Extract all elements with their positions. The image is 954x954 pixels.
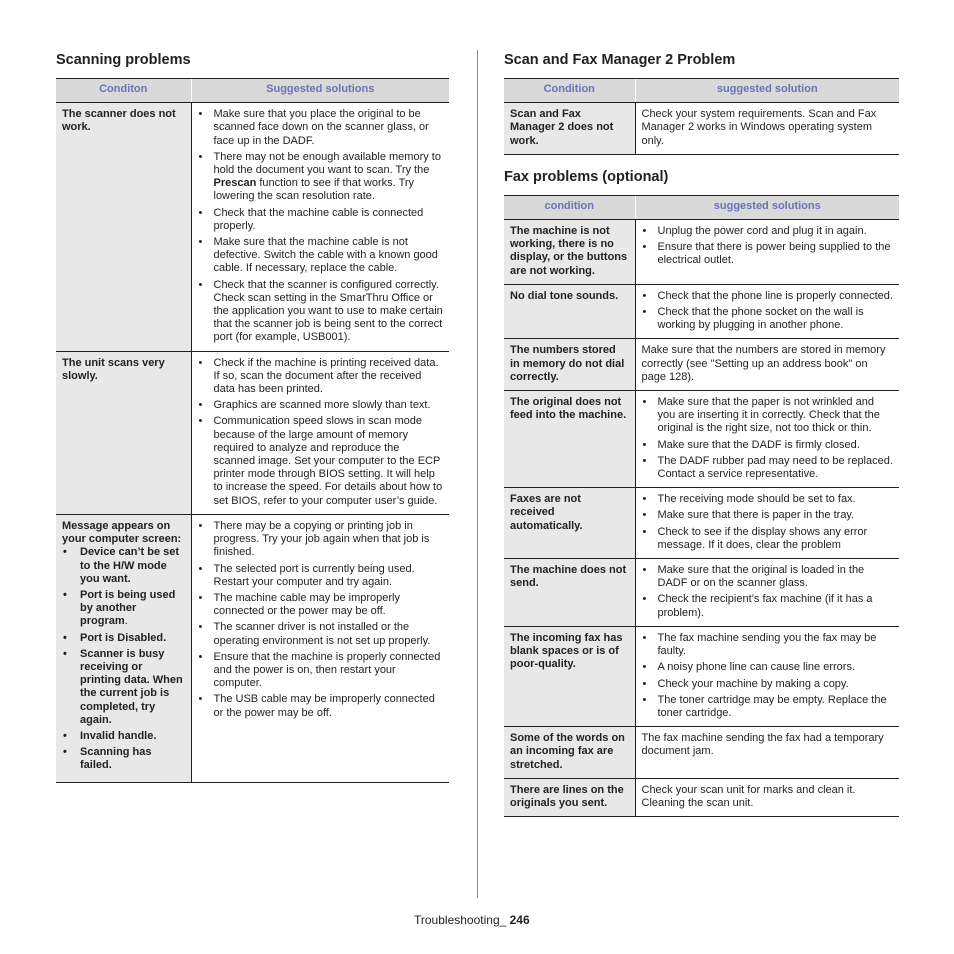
solution-cell xyxy=(635,220,899,285)
table-row xyxy=(504,284,899,339)
list-item: • Scanner is busy receiving or printing data. When the current job is completed, try again. xyxy=(62,648,185,727)
table-row xyxy=(504,778,899,816)
list-item: • Unplug the power cord and plug it in again. xyxy=(642,225,894,238)
scanning-problems-heading: Scanning problems xyxy=(56,52,191,68)
list-item: • The selected port is currently being used. Restart your computer and try again. xyxy=(198,563,444,589)
list-item: • Make sure that the machine cable is not defective. Switch the cable with a known good cable. If necessary, replace the cable. xyxy=(198,236,444,276)
list-item: • The USB cable may be improperly connected or the power may be off. xyxy=(198,693,444,719)
scanning-problems-table xyxy=(56,78,449,783)
list-item: • A noisy phone line can cause line errors. xyxy=(642,661,894,674)
table-row xyxy=(504,103,899,155)
solution-cell: Check your scan unit for marks and clean it. Cleaning the scan unit. xyxy=(635,778,899,816)
list-item: • Check that the phone socket on the wall is working by plugging in another phone. xyxy=(642,306,894,332)
solution-cell xyxy=(635,488,899,559)
list-item: • Make sure that you place the original to be scanned face down on the scanner glass, or face up in the DADF. xyxy=(198,108,444,148)
list-item: • There may not be enough available memory to hold the document you want to scan. Try the Prescan function to see if that works. Try lowering the scan resolution rate. xyxy=(198,151,444,204)
table-row xyxy=(504,391,899,488)
page-number: 246 xyxy=(509,913,530,927)
list-item: • The fax machine sending you the fax may be faulty. xyxy=(642,632,894,658)
list-item: • Invalid handle. xyxy=(62,730,185,743)
condition-cell: Some of the words on an incoming fax are stretched. xyxy=(504,727,635,779)
condition-cell: Faxes are not received automatically. xyxy=(504,488,635,559)
solution-cell: Make sure that the numbers are stored in memory correctly (see "Setting up an address book" on page 128). xyxy=(635,339,899,391)
table-header-row xyxy=(56,79,449,103)
solution-column-header: Suggested solutions xyxy=(191,79,449,103)
condition-cell: There are lines on the originals you sent. xyxy=(504,778,635,816)
solution-cell xyxy=(635,626,899,726)
list-item: • The DADF rubber pad may need to be replaced. Contact a service representative. xyxy=(642,455,894,481)
condition-cell: The original does not feed into the machine. xyxy=(504,391,635,488)
solution-cell: Check your system requirements. Scan and Fax Manager 2 works in Windows operating system only. xyxy=(635,103,899,155)
condition-cell: No dial tone sounds. xyxy=(504,284,635,339)
table-row xyxy=(504,488,899,559)
table-header-row xyxy=(504,195,899,219)
list-item: • Ensure that the machine is properly connected and the power is on, then restart your computer. xyxy=(198,651,444,691)
solution-list xyxy=(198,520,444,720)
solution-list xyxy=(198,357,444,508)
list-item: • Device can’t be set to the H/W mode you want. xyxy=(62,546,185,586)
condition-column-header: Condition xyxy=(504,79,635,103)
list-item: • The receiving mode should be set to fax. xyxy=(642,493,894,506)
condition-cell: The machine does not send. xyxy=(504,559,635,627)
solution-cell xyxy=(635,391,899,488)
condition-cell: Scan and Fax Manager 2 does not work. xyxy=(504,103,635,155)
list-item: • Port is being used by another program. xyxy=(62,589,185,629)
solution-column-header: suggested solution xyxy=(635,79,899,103)
condition-column-header: Conditon xyxy=(56,79,191,103)
list-item: • The toner cartridge may be empty. Replace the toner cartridge. xyxy=(642,694,894,720)
condition-cell xyxy=(56,514,191,782)
list-item: • Make sure that there is paper in the tray. xyxy=(642,509,894,522)
right-column xyxy=(504,50,899,817)
fax-problems-heading: Fax problems (optional) xyxy=(504,168,669,185)
condition-cell: The scanner does not work. xyxy=(56,103,191,351)
solution-column-header: suggested solutions xyxy=(635,195,899,219)
solution-list xyxy=(642,396,894,481)
table-row xyxy=(504,559,899,627)
list-item: • Ensure that there is power being supplied to the electrical outlet. xyxy=(642,241,894,267)
list-item: • Check that the machine cable is connected properly. xyxy=(198,207,444,233)
list-item: • Check the recipient’s fax machine (if it has a problem). xyxy=(642,593,894,619)
condition-cell: The machine is not working, there is no display, or the buttons are not working. xyxy=(504,220,635,285)
condition-list xyxy=(62,546,185,772)
table-row xyxy=(504,727,899,779)
list-item: • Check to see if the display shows any error message. If it does, clear the problem xyxy=(642,526,894,552)
scanning-section xyxy=(56,50,449,783)
condition-cell: The numbers stored in memory do not dial correctly. xyxy=(504,339,635,391)
prescan-term: Prescan xyxy=(213,177,257,190)
table-header-row xyxy=(504,79,899,103)
solution-cell xyxy=(635,559,899,627)
solution-cell xyxy=(191,351,449,514)
footer-section-label: Troubleshooting_ xyxy=(414,913,510,927)
list-item: • There may be a copying or printing job in progress. Try your job again when that job is finished. xyxy=(198,520,444,560)
list-item: • Make sure that the DADF is firmly closed. xyxy=(642,439,894,452)
list-item: • Check your machine by making a copy. xyxy=(642,678,894,691)
condition-label: Message appears on your computer screen: xyxy=(62,519,182,546)
table-row xyxy=(504,220,899,285)
table-row xyxy=(504,339,899,391)
table-row xyxy=(56,103,449,351)
list-item: • Make sure that the original is loaded in the DADF or on the scanner glass. xyxy=(642,564,894,590)
solution-list xyxy=(642,290,894,333)
solution-list xyxy=(642,493,894,552)
list-item: • Port is Disabled. xyxy=(62,632,185,645)
solution-cell xyxy=(635,284,899,339)
list-item: • Check if the machine is printing received data. If so, scan the document after the received data has been printed. xyxy=(198,357,444,397)
scan-fax-manager-table xyxy=(504,78,899,155)
solution-list xyxy=(642,225,894,268)
list-item: • Make sure that the paper is not wrinkled and you are inserting it in correctly. Check that the original is the right size, not too thick or thin. xyxy=(642,396,894,436)
solution-list xyxy=(198,108,444,344)
solution-list xyxy=(642,632,894,720)
solution-cell xyxy=(191,514,449,782)
column-divider xyxy=(477,50,478,898)
list-item: • Graphics are scanned more slowly than text. xyxy=(198,399,444,412)
solution-cell xyxy=(191,103,449,351)
list-item: • The scanner driver is not installed or the operating environment is not set up properly. xyxy=(198,621,444,647)
fax-problems-table xyxy=(504,195,899,817)
condition-cell: The unit scans very slowly. xyxy=(56,351,191,514)
list-item: • The machine cable may be improperly connected or the power may be off. xyxy=(198,592,444,618)
list-item: • Check that the phone line is properly connected. xyxy=(642,290,894,303)
scan-fax-manager-heading: Scan and Fax Manager 2 Problem xyxy=(504,52,736,68)
condition-cell: The incoming fax has blank spaces or is of poor-quality. xyxy=(504,626,635,726)
list-item: • Check that the scanner is configured correctly. Check scan setting in the SmarThru Office or the application you want to use to make certain that the scanner job is being sent to the correct port (for example, USB001). xyxy=(198,279,444,345)
list-item: • Scanning has failed. xyxy=(62,746,185,772)
condition-column-header: condition xyxy=(504,195,635,219)
solution-cell: The fax machine sending the fax had a temporary document jam. xyxy=(635,727,899,779)
page-footer xyxy=(414,913,530,927)
table-row xyxy=(504,626,899,726)
list-item: • Communication speed slows in scan mode because of the large amount of memory required to analyze and reproduce the scanned image. Set your computer to the ECP printer mode through BIOS setting. It will help to increase the speed. For details about how to set BIOS, refer to your computer user’s guide. xyxy=(198,415,444,507)
table-row xyxy=(56,351,449,514)
table-row xyxy=(56,514,449,782)
solution-list xyxy=(642,564,894,620)
